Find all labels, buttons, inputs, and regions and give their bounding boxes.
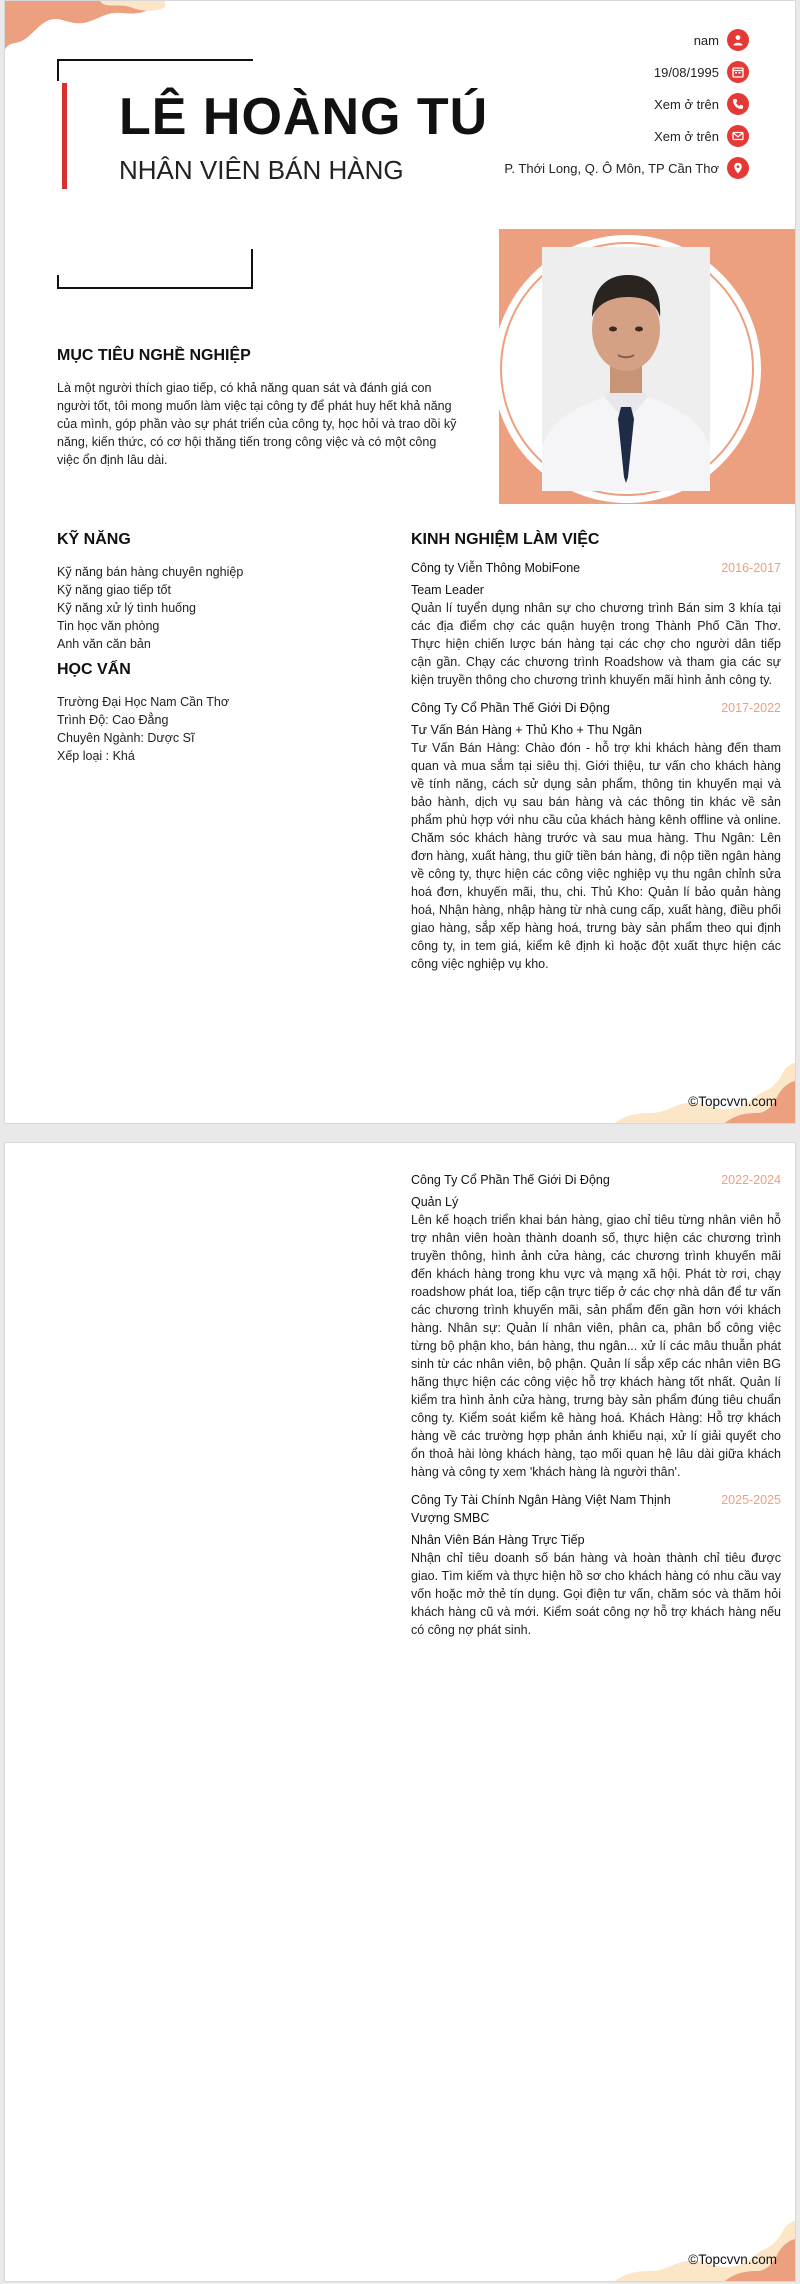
job-entry: [411, 699, 781, 973]
job-description: Nhận chỉ tiêu doanh số bán hàng và hoàn thành chỉ tiêu được giao. Tìm kiếm và thực hiện hồ sơ cho khách hàng có nhu cầu vay vốn hoặc mở thẻ tín dụng. Gọi điện tư vấn, chăm sóc và thăm hỏi khách hàng cũ và mới. Kiểm soát công nợ hỗ trợ khách hàng nếu có công nợ phát sinh.: [411, 1551, 781, 1637]
contact-birthday-text: 19/08/1995: [653, 64, 719, 80]
candidate-title: NHÂN VIÊN BÁN HÀNG: [119, 155, 404, 185]
decorative-blob-bottom-right: [615, 2221, 795, 2281]
contact-list: [449, 29, 749, 189]
job-entry: [411, 1171, 781, 1481]
footer-watermark: ©Topcvvn.com: [688, 2252, 777, 2267]
job-company: Công Ty Cổ Phần Thế Giới Di Động: [411, 1173, 610, 1187]
education-item: Chuyên Ngành: Dược Sĩ: [57, 731, 195, 745]
skill-item: Kỹ năng bán hàng chuyên nghiệp: [57, 565, 244, 579]
location-icon: [727, 157, 749, 179]
experience-list-page1: [411, 559, 781, 983]
contact-phone-text: Xem ở trên: [654, 96, 719, 112]
contact-birthday: [449, 61, 749, 83]
skills-list: [57, 563, 243, 653]
skill-item: Anh văn căn bản: [57, 637, 151, 651]
job-role: Nhân Viên Bán Hàng Trực Tiếp: [411, 1533, 585, 1547]
job-years: 2017-2022: [721, 701, 781, 715]
education-item: Xếp loại : Khá: [57, 749, 135, 763]
job-description: Quản lí tuyển dụng nhân sự cho chương trình Bán sim 3 khía tại các địa điểm chợ các quận huyện trong Thành Phố Cần Thơ. Thực hiện chiến lược bán hàng tại các chợ cho người dân tiếp cận gần. Chạy các chương trình Roadshow và tham gia các sự kiện truyền thông cho chương trình khuyến mãi hình ảnh công ty.: [411, 601, 781, 687]
phone-icon: [727, 93, 749, 115]
profile-photo: [542, 247, 710, 491]
contact-email-text: Xem ở trên: [654, 128, 719, 144]
job-years: 2025-2025: [721, 1493, 781, 1507]
contact-address-text: P. Thới Long, Q. Ô Môn, TP Cần Thơ: [504, 160, 719, 176]
accent-bar: [62, 83, 67, 189]
contact-email: [449, 125, 749, 147]
job-years: 2022-2024: [721, 1173, 781, 1187]
cv-page-1: [4, 0, 796, 1124]
experience-list-page2: [411, 1171, 781, 1649]
education-item: Trình Độ: Cao Đẳng: [57, 713, 169, 727]
candidate-name: LÊ HOÀNG TÚ: [119, 88, 489, 146]
cv-page-2: [4, 1142, 796, 2282]
contact-gender-text: nam: [693, 32, 719, 48]
job-company: Công Ty Cổ Phần Thế Giới Di Động: [411, 701, 610, 715]
objective-text: Là một người thích giao tiếp, có khả năng quan sát và đánh giá con người tốt, tôi mong muốn làm việc tại công ty để phát huy hết khả năng của mình, góp phần vào sự phát triển của công ty, học hỏi và trao dồi kỹ năng, kiến thức, có cơ hội thăng tiến trong công việc và có một công việc ổn định lâu dài.: [57, 381, 457, 467]
decorative-blob-top-left: [5, 1, 165, 61]
footer-watermark: ©Topcvvn.com: [688, 1094, 777, 1109]
job-entry: [411, 1491, 781, 1639]
calendar-icon: [727, 61, 749, 83]
email-icon: [727, 125, 749, 147]
job-years: 2016-2017: [721, 561, 781, 575]
skill-item: Kỹ năng giao tiếp tốt: [57, 583, 171, 597]
job-role: Tư Vấn Bán Hàng + Thủ Kho + Thu Ngân: [411, 723, 642, 737]
skill-item: Tin học văn phòng: [57, 619, 160, 633]
skill-item: Kỹ năng xử lý tình huống: [57, 601, 197, 615]
objective-heading: MỤC TIÊU NGHỀ NGHIỆP: [57, 347, 251, 364]
decorative-blob-bottom-right: [615, 1063, 795, 1123]
job-company: Công Ty Tài Chính Ngân Hàng Việt Nam Thịnh Vượng SMBC: [411, 1493, 671, 1525]
skills-heading: KỸ NĂNG: [57, 531, 131, 548]
contact-address: [449, 157, 749, 179]
education-item: Trường Đại Học Nam Cần Thơ: [57, 695, 230, 709]
contact-phone: [449, 93, 749, 115]
job-description: Tư Vấn Bán Hàng: Chào đón - hỗ trợ khi khách hàng đến tham quan và mua sắm tại siêu thị. Giới thiệu, tư vấn cho khách hàng về tính năng, cách sử dụng sản phẩm, thông tin khuyến mại và bảo hành, dịch vụ sau bán hàng và các thông tin khác về sản phẩm phù hợp với nhu cầu của khách hàng kênh offline và online. Chăm sóc khách hàng trước và sau mua hàng. Thu Ngân: Lên đơn hàng, xuất hàng, thu giữ tiền bán hàng, đi nộp tiền ngân hàng về công ty, thực hiện các công việc nghiệp vụ thu ngân chỉnh sửa hoá đơn, khuyến mãi, thu, chi. Thủ Kho: Quản lí bảo quản hàng hoá, Nhận hàng, nhập hàng từ nhà cung cấp, xuất hàng, điều phối giao hàng, sắp xếp hàng hoá, trưng bày sản phẩm theo qui định công ty, in tem giá, kiểm kê định kì hoặc đột xuất thực hiện các công việc nghiệp vụ kho.: [411, 741, 781, 971]
job-company: Công ty Viễn Thông MobiFone: [411, 561, 581, 575]
job-description: Lên kế hoạch triển khai bán hàng, giao chỉ tiêu từng nhân viên hỗ trợ nhân viên hoàn thành doanh số, thực hiện các chương trình truyền thông, hình ảnh cửa hàng, các chương trình khuyến mãi đến khách hàng trong khu vực và mạng xã hội. Phát tờ rơi, chạy roadshow phát loa, tiếp cận trực tiếp ở các chợ nhà dân để tư vấn các chương trình khuyến mãi, sản phẩm đến gần hơn với khách hàng. Nhân sự: Quản lí nhân viên, phân ca, phân bổ công việc từng bộ phận kho, bán hàng, thu ngân... xử lí các mâu thuẫn phát sinh từ các nhân viên, bộ phận. Quản lí sắp xếp các nhân viên BG hãng thực hiện các công việc hỗ trợ khách hàng tốt nhất. Quản lí kiểm tra hình ảnh cửa hàng, trưng bày sản phẩm đúng tiêu chuẩn công ty. Kiểm soát kiểm kê hàng hoá. Khách Hàng: Hỗ trợ khách hàng về các trường hợp phản ánh khiếu nại, xử lí giải quyết cho ổn thoả hài lòng khách hàng, tạo mối quan hệ lâu dài giữa khách hàng và công ty xem 'khách hàng là người thân'.: [411, 1213, 781, 1479]
education-list: [57, 693, 229, 765]
education-heading: HỌC VẤN: [57, 661, 131, 678]
experience-heading: KINH NGHIỆM LÀM VIỆC: [411, 531, 600, 548]
user-icon: [727, 29, 749, 51]
contact-gender: [449, 29, 749, 51]
job-role: Quản Lý: [411, 1195, 459, 1209]
job-role: Team Leader: [411, 583, 484, 597]
job-entry: [411, 559, 781, 689]
